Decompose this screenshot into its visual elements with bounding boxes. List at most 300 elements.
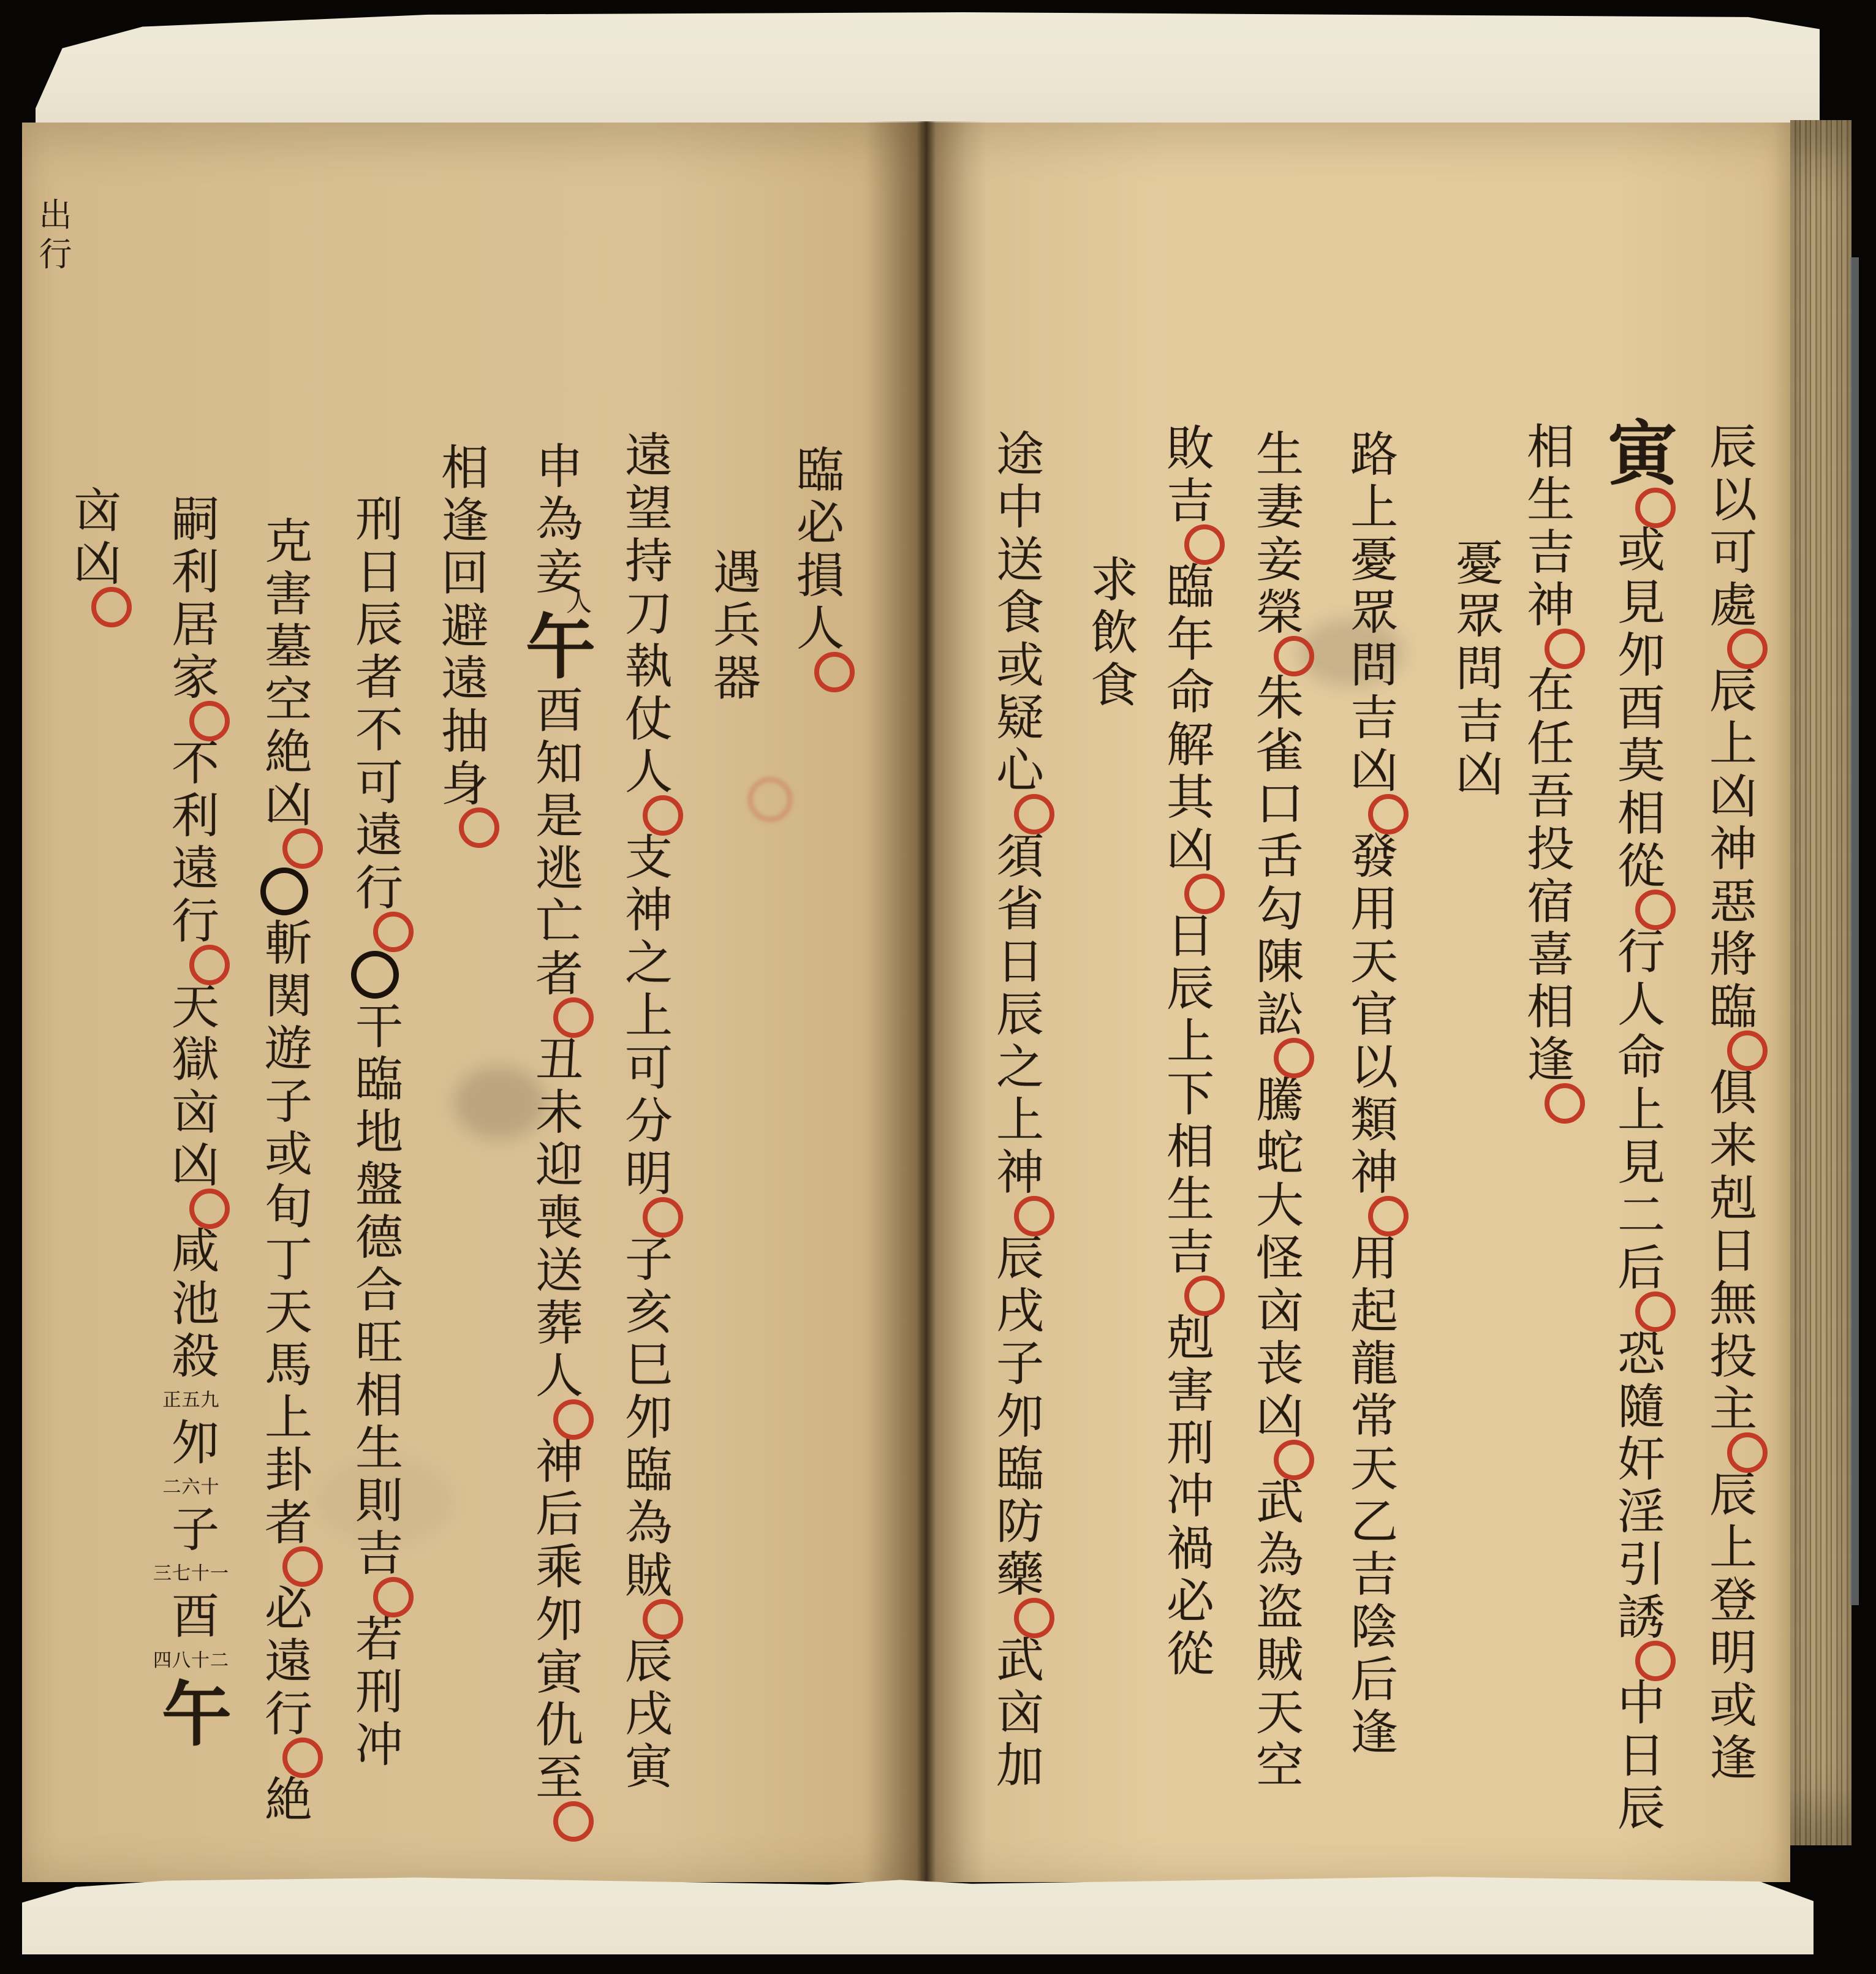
han-character: 以	[1342, 1042, 1398, 1094]
han-character: 天	[1342, 1443, 1398, 1496]
han-character: 必	[257, 1583, 312, 1636]
han-character: 相	[1159, 1121, 1214, 1174]
han-character: 㐫	[1248, 1285, 1303, 1338]
han-character: 為	[528, 494, 583, 546]
han-character: 莫	[1609, 735, 1665, 788]
han-character-large: 午	[150, 1677, 232, 1752]
han-character: 省	[988, 883, 1043, 936]
red-reading-circle-icon	[1274, 636, 1314, 676]
section-header-column	[1432, 538, 1518, 801]
han-character: 心	[988, 745, 1043, 798]
han-character-large: 寅	[1596, 417, 1678, 491]
han-character: 辰	[1159, 963, 1214, 1016]
han-character: 遠	[433, 653, 488, 706]
han-character: 害	[1159, 1365, 1214, 1418]
han-character: 夘	[988, 1391, 1043, 1443]
han-character: 吉	[347, 1528, 403, 1581]
han-character: 加	[988, 1740, 1043, 1793]
red-reading-circle-icon	[373, 912, 414, 952]
text-column	[1686, 422, 1772, 1785]
han-character: 嗣	[164, 494, 219, 546]
han-character: 丑	[528, 1034, 583, 1087]
text-column	[602, 430, 687, 1794]
han-character: 憂	[1342, 534, 1398, 587]
han-character: 朱	[1248, 673, 1303, 725]
han-character: 送	[528, 1245, 583, 1298]
text-column	[773, 445, 859, 689]
han-character: 未	[528, 1087, 583, 1140]
han-character: 見	[1609, 577, 1665, 630]
han-character: 人	[1609, 979, 1665, 1032]
han-character: 須	[988, 831, 1043, 883]
han-character: 至	[528, 1752, 583, 1805]
han-character: 可	[1701, 527, 1757, 580]
han-character: 卦	[257, 1445, 312, 1497]
han-character: 刀	[617, 588, 672, 641]
red-reading-circle-icon	[553, 1801, 594, 1842]
han-character: 訟	[1248, 989, 1303, 1042]
han-character: 禍	[1159, 1523, 1214, 1576]
han-character: 知	[528, 738, 583, 790]
han-character: 神	[1701, 823, 1757, 876]
han-character: 刑	[1159, 1418, 1214, 1470]
han-character: 吾	[1519, 771, 1574, 823]
han-character: 送	[988, 534, 1043, 587]
han-character: 夘	[164, 1417, 219, 1470]
han-character: 冲	[1159, 1470, 1214, 1523]
page-stack-bottom-edge	[22, 1876, 1814, 1954]
han-character: 龍	[1342, 1338, 1398, 1391]
han-character: 上	[257, 1392, 312, 1445]
han-character: 臨	[988, 1443, 1043, 1496]
han-character: 丧	[1248, 1338, 1303, 1391]
text-column	[50, 485, 136, 624]
red-reading-circle-icon	[643, 1197, 683, 1238]
han-character: 官	[1342, 989, 1398, 1042]
red-reading-circle-icon	[1635, 1291, 1676, 1332]
han-character: 辰	[988, 989, 1043, 1042]
han-character: 防	[988, 1496, 1043, 1549]
han-character: 雀	[1248, 725, 1303, 778]
han-character: 惡	[1701, 876, 1757, 929]
han-character: 生	[1248, 429, 1303, 482]
han-character: 上	[1342, 482, 1398, 534]
red-reading-circle-icon	[1274, 1440, 1314, 1480]
han-character: 途	[988, 429, 1043, 482]
red-reading-circle-icon	[1184, 874, 1225, 914]
red-reading-circle-icon	[1635, 1641, 1676, 1681]
red-reading-circle-icon	[643, 795, 683, 836]
han-character: 旬	[257, 1181, 312, 1234]
han-character: 喜	[1519, 929, 1574, 981]
han-character: 投	[1701, 1331, 1757, 1383]
red-reading-circle-icon	[1727, 629, 1768, 669]
han-character: 天	[1342, 936, 1398, 989]
han-character: 類	[1342, 1094, 1398, 1147]
text-column	[241, 516, 327, 1827]
han-character: 吉	[1342, 692, 1398, 745]
red-reading-circle-icon	[643, 1599, 683, 1639]
han-character: 兵	[705, 600, 760, 652]
han-character: 身	[433, 758, 488, 811]
han-character: 子	[988, 1338, 1043, 1391]
han-character: 害	[257, 569, 312, 621]
han-character: 支	[617, 832, 672, 885]
text-column	[1327, 429, 1413, 1760]
han-character: 食	[1083, 660, 1138, 713]
han-character: 分	[617, 1095, 672, 1148]
small-month-numbers: 二六十	[162, 1476, 220, 1498]
han-character: 馬	[257, 1339, 312, 1392]
han-character: 吉	[1519, 527, 1574, 580]
han-character: 旺	[347, 1317, 403, 1370]
han-character: 必	[789, 497, 844, 550]
han-character: 仗	[617, 694, 672, 746]
red-reading-circle-icon	[1184, 1276, 1225, 1316]
red-reading-circle-icon	[1184, 524, 1225, 565]
han-character: 夘	[528, 1594, 583, 1647]
han-character: 夘	[617, 1392, 672, 1445]
red-reading-circle-icon	[553, 1399, 594, 1440]
han-character: 日	[1159, 910, 1214, 963]
inserted-character: 人	[562, 588, 592, 619]
han-character: 剋	[1159, 1312, 1214, 1365]
han-character: 臨	[617, 1445, 672, 1497]
han-character: 求	[1083, 554, 1138, 607]
han-character: 上	[1701, 1522, 1757, 1575]
han-character: 行	[257, 1688, 312, 1741]
han-character: 其	[1159, 772, 1214, 825]
text-column	[1233, 429, 1318, 1793]
text-column	[418, 442, 504, 844]
han-character: 恐	[1609, 1328, 1665, 1381]
han-character: 凶	[1448, 749, 1503, 801]
han-character: 絶	[257, 727, 312, 779]
red-reading-circle-icon	[459, 807, 499, 848]
han-character: 之	[988, 1042, 1043, 1094]
han-character: 凶	[1342, 745, 1398, 798]
han-character: 空	[1248, 1740, 1303, 1793]
han-character: 天	[1248, 1687, 1303, 1740]
han-character: 望	[617, 483, 672, 535]
han-character: 榮	[1248, 587, 1303, 640]
han-character: 相	[1519, 422, 1574, 474]
han-character: 者	[347, 652, 403, 705]
han-character: 神	[617, 885, 672, 937]
han-character: 逢	[1342, 1707, 1398, 1760]
han-character: 㐫	[164, 1087, 219, 1140]
han-character: 臨	[789, 445, 844, 497]
han-character: 見	[1609, 1137, 1665, 1190]
han-character: 妾	[1248, 534, 1303, 587]
red-reading-circle-icon	[1368, 794, 1409, 834]
red-reading-circle-icon	[814, 652, 855, 692]
han-character: 利	[164, 790, 219, 843]
text-column	[973, 429, 1059, 1793]
han-character: 天	[257, 1287, 312, 1339]
han-character: 神	[1519, 580, 1574, 632]
han-character: 敗	[1159, 423, 1214, 475]
han-character: 問	[1342, 640, 1398, 692]
han-character: 后	[1609, 1242, 1665, 1295]
han-character: 神	[988, 1147, 1043, 1200]
han-character: 將	[1701, 929, 1757, 981]
section-header-column	[690, 547, 776, 705]
han-character: 辰	[617, 1636, 672, 1688]
han-character: 抽	[433, 706, 488, 758]
han-character: 日	[347, 546, 403, 599]
han-character: 子	[257, 1076, 312, 1129]
han-character: 處	[1701, 580, 1757, 632]
han-character: 子	[164, 1504, 219, 1557]
han-character: 后	[1342, 1654, 1398, 1707]
han-character: 或	[257, 1129, 312, 1181]
han-character: 喪	[528, 1192, 583, 1245]
red-reading-circle-icon	[282, 1738, 323, 1778]
han-character: 舌	[1248, 831, 1303, 883]
han-character: 斬	[257, 918, 312, 970]
han-character: 人	[789, 603, 844, 656]
han-character: 凶	[1159, 825, 1214, 877]
han-character: 奸	[1609, 1434, 1665, 1486]
han-character: 仇	[528, 1700, 583, 1752]
han-character: 葬	[528, 1298, 583, 1350]
han-character: 申	[528, 441, 583, 494]
han-character: 眾	[1342, 587, 1398, 640]
han-character: 家	[164, 652, 219, 705]
red-reading-circle-icon	[189, 701, 230, 741]
ink-circle-icon	[260, 868, 308, 915]
han-character: 行	[347, 863, 403, 915]
han-character: 辰	[1701, 665, 1757, 718]
han-character: 陰	[1342, 1602, 1398, 1654]
han-character: 戌	[988, 1285, 1043, 1338]
han-character: 妾	[528, 546, 583, 599]
han-character: 為	[1248, 1529, 1303, 1582]
han-character: 飲	[1083, 607, 1138, 660]
han-character: 巳	[617, 1339, 672, 1392]
han-character: 或	[988, 640, 1043, 692]
han-character: 食	[988, 587, 1043, 640]
han-character: 吉	[1342, 1549, 1398, 1602]
han-character: 相	[1609, 788, 1665, 841]
han-character: 㐫	[66, 485, 121, 538]
han-character: 是	[528, 790, 583, 843]
han-character: 武	[988, 1635, 1043, 1687]
text-column	[1594, 417, 1680, 1836]
han-character: 逃	[528, 843, 583, 896]
han-character: 日	[1701, 1225, 1757, 1278]
red-reading-circle-icon	[1014, 1598, 1054, 1638]
han-character: 下	[1159, 1068, 1214, 1121]
han-character: 居	[164, 599, 219, 652]
han-character: 淫	[1609, 1486, 1665, 1539]
han-character: 合	[347, 1265, 403, 1317]
han-character: 無	[1701, 1278, 1757, 1331]
han-character: 發	[1342, 831, 1398, 883]
small-month-numbers: 三七十一	[153, 1563, 229, 1584]
han-character: 吉	[1448, 696, 1503, 749]
han-character: 疑	[988, 692, 1043, 745]
red-reading-circle-icon	[1545, 629, 1585, 669]
han-character: 損	[789, 550, 844, 603]
han-character: 冲	[347, 1719, 403, 1772]
han-character: 盗	[1248, 1582, 1303, 1635]
han-character: 盤	[347, 1159, 403, 1212]
han-character: 賊	[1248, 1635, 1303, 1687]
han-character: 宿	[1519, 876, 1574, 929]
han-character: 起	[1342, 1285, 1398, 1338]
han-character: 干	[347, 1001, 403, 1054]
han-character: 臨	[1159, 561, 1214, 614]
han-character: 丁	[257, 1234, 312, 1287]
han-character: 或	[1701, 1680, 1757, 1733]
text-column	[512, 441, 598, 1838]
han-character: 辰	[1701, 422, 1757, 474]
han-character: 俱	[1701, 1067, 1757, 1120]
han-character: 逢	[1519, 1034, 1574, 1087]
han-character: 明	[617, 1148, 672, 1201]
han-character: 上	[988, 1094, 1043, 1147]
stacked-page-edges	[1790, 120, 1851, 1845]
red-reading-circle-icon	[1014, 794, 1054, 834]
han-character: 酉	[164, 1590, 219, 1644]
han-character: 刑	[347, 1666, 403, 1719]
han-character: 㐫	[988, 1687, 1043, 1740]
red-reading-circle-icon	[1727, 1030, 1768, 1071]
han-character: 行	[1609, 926, 1665, 979]
han-character: 常	[1342, 1391, 1398, 1443]
han-character: 明	[1701, 1627, 1757, 1680]
han-character: 憂	[1448, 538, 1503, 591]
han-character: 中	[988, 482, 1043, 534]
han-character: 騰	[1248, 1075, 1303, 1127]
han-character: 遊	[257, 1023, 312, 1076]
han-character: 池	[164, 1278, 219, 1331]
han-character: 登	[1701, 1575, 1757, 1627]
han-character: 獄	[164, 1034, 219, 1087]
han-character: 陳	[1248, 936, 1303, 989]
han-character: 神	[1342, 1147, 1398, 1200]
han-character: 以	[1701, 474, 1757, 527]
han-character: 克	[257, 516, 312, 569]
han-character: 天	[164, 981, 219, 1034]
han-character: 吉	[1159, 1227, 1214, 1279]
red-reading-circle-icon	[1727, 1432, 1768, 1473]
text-column	[1143, 423, 1229, 1681]
red-reading-circle-icon	[91, 587, 132, 627]
page-stack-top-edge	[36, 12, 1820, 132]
han-character: 誘	[1609, 1592, 1665, 1644]
red-reading-circle-icon	[373, 1577, 414, 1617]
han-character: 酉	[528, 685, 583, 738]
han-character: 命	[1609, 1032, 1665, 1084]
han-character: 則	[347, 1475, 403, 1528]
han-character: 可	[347, 757, 403, 810]
han-character: 行	[164, 896, 219, 948]
han-character: 辰	[347, 599, 403, 652]
han-character: 二	[1609, 1190, 1665, 1242]
han-character: 関	[257, 970, 312, 1023]
han-character: 從	[1159, 1628, 1214, 1681]
han-character: 利	[164, 546, 219, 599]
han-character: 者	[528, 948, 583, 1001]
ink-circle-icon	[351, 951, 399, 999]
red-reading-circle-icon	[1274, 1038, 1314, 1078]
han-character: 者	[257, 1497, 312, 1550]
han-character: 凶	[66, 538, 121, 591]
han-character: 為	[617, 1497, 672, 1550]
red-reading-circle-icon	[282, 828, 323, 869]
han-character: 眾	[1448, 591, 1503, 643]
han-character: 逢	[433, 495, 488, 548]
han-character: 遇	[705, 547, 760, 600]
han-character: 蛇	[1248, 1127, 1303, 1180]
han-character: 用	[1342, 883, 1398, 936]
margin-section-label: 出行	[34, 197, 72, 276]
han-character: 妻	[1248, 482, 1303, 534]
han-character: 遠	[347, 810, 403, 863]
han-character: 凶	[257, 779, 312, 832]
han-character: 路	[1342, 429, 1398, 482]
red-reading-circle-icon	[282, 1546, 323, 1587]
han-character: 殺	[164, 1331, 219, 1383]
han-character: 年	[1159, 614, 1214, 667]
red-reading-circle-icon	[189, 1189, 230, 1229]
han-character: 凶	[1701, 771, 1757, 823]
han-character: 勾	[1248, 883, 1303, 936]
han-character: 避	[433, 600, 488, 653]
han-character: 吉	[1159, 475, 1214, 528]
han-character: 器	[705, 652, 760, 705]
text-column	[332, 494, 418, 1772]
han-character: 回	[433, 548, 488, 600]
han-character: 遠	[164, 843, 219, 896]
text-column	[148, 494, 234, 1752]
han-character: 執	[617, 641, 672, 694]
red-reading-circle-icon	[553, 997, 594, 1038]
han-character: 日	[1609, 1730, 1665, 1783]
small-month-numbers: 四八十二	[153, 1649, 229, 1671]
red-reading-circle-icon	[1368, 1196, 1409, 1236]
han-character: 解	[1159, 719, 1214, 772]
han-character: 問	[1448, 643, 1503, 696]
han-character: 刑	[347, 494, 403, 546]
han-character: 寅	[528, 1647, 583, 1700]
han-character: 引	[1609, 1539, 1665, 1592]
han-character: 上	[1701, 718, 1757, 771]
han-character-large: 午	[514, 610, 596, 685]
han-character: 人	[617, 746, 672, 799]
han-character: 德	[347, 1212, 403, 1265]
red-reading-circle-icon	[1014, 1196, 1054, 1236]
han-character: 之	[617, 937, 672, 990]
han-character: 遠	[617, 430, 672, 483]
han-character: 后	[528, 1489, 583, 1541]
han-character: 遠	[257, 1636, 312, 1688]
han-character: 逢	[1701, 1733, 1757, 1785]
han-character: 神	[528, 1436, 583, 1489]
han-character: 命	[1159, 667, 1214, 719]
han-character: 不	[347, 705, 403, 757]
han-character: 咸	[164, 1225, 219, 1278]
bleed-through-red-circle	[747, 777, 793, 822]
han-character: 可	[617, 1043, 672, 1095]
han-character: 怪	[1248, 1233, 1303, 1285]
han-character: 凶	[164, 1140, 219, 1192]
han-character: 上	[617, 990, 672, 1043]
han-character: 地	[347, 1106, 403, 1159]
